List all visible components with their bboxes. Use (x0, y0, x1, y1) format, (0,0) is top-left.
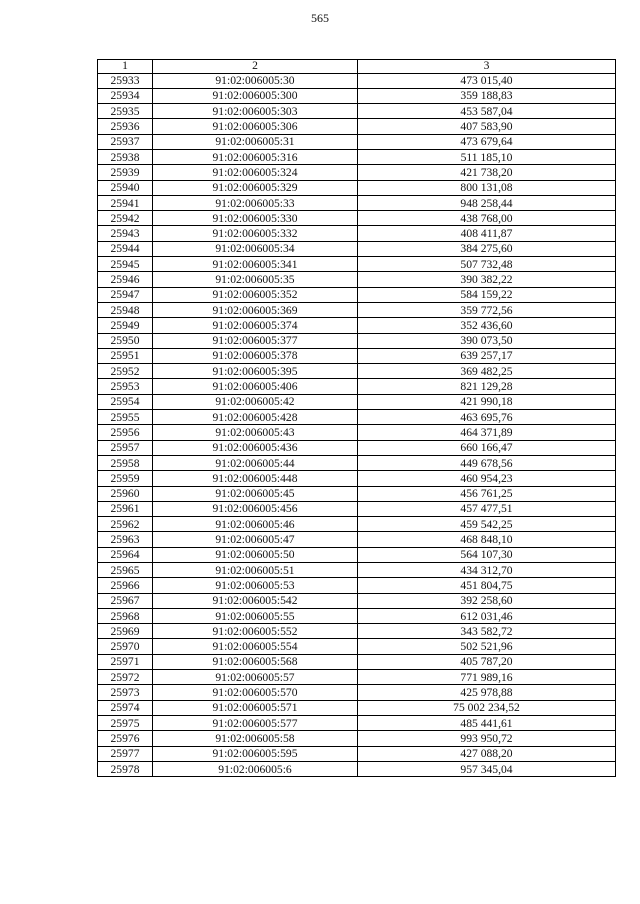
cadastral-number-cell: 91:02:006005:377 (153, 333, 358, 348)
cadastral-number-cell: 91:02:006005:330 (153, 211, 358, 226)
table-row (98, 394, 616, 409)
cadastral-number-cell: 91:02:006005:571 (153, 700, 358, 715)
value-cell: 456 761,25 (358, 486, 616, 501)
row-number-cell: 25944 (98, 241, 153, 256)
table-row (98, 211, 616, 226)
cadastral-number-cell: 91:02:006005:378 (153, 348, 358, 363)
cadastral-number-cell: 91:02:006005:34 (153, 241, 358, 256)
table-row (98, 455, 616, 470)
row-number-cell: 25937 (98, 134, 153, 149)
value-cell: 390 382,22 (358, 272, 616, 287)
value-cell: 451 804,75 (358, 578, 616, 593)
value-cell: 434 312,70 (358, 563, 616, 578)
row-number-cell: 25977 (98, 746, 153, 761)
row-number-cell: 25963 (98, 532, 153, 547)
table-row (98, 119, 616, 134)
row-number-cell: 25952 (98, 364, 153, 379)
cadastral-number-cell: 91:02:006005:570 (153, 685, 358, 700)
column-header-2: 2 (153, 60, 358, 74)
row-number-cell: 25954 (98, 394, 153, 409)
cadastral-number-cell: 91:02:006005:554 (153, 639, 358, 654)
cadastral-number-cell: 91:02:006005:30 (153, 73, 358, 88)
row-number-cell: 25945 (98, 257, 153, 272)
page-number: 565 (311, 11, 329, 25)
value-cell: 453 587,04 (358, 104, 616, 119)
cadastral-number-cell: 91:02:006005:47 (153, 532, 358, 547)
cadastral-number-cell: 91:02:006005:428 (153, 410, 358, 425)
value-cell: 352 436,60 (358, 318, 616, 333)
value-cell: 485 441,61 (358, 715, 616, 730)
cadastral-number-cell: 91:02:006005:45 (153, 486, 358, 501)
cadastral-number-cell: 91:02:006005:332 (153, 226, 358, 241)
cadastral-number-cell: 91:02:006005:552 (153, 624, 358, 639)
row-number-cell: 25949 (98, 318, 153, 333)
row-number-cell: 25941 (98, 195, 153, 210)
row-number-cell: 25961 (98, 501, 153, 516)
value-cell: 564 107,30 (358, 547, 616, 562)
table-row (98, 532, 616, 547)
cadastral-number-cell: 91:02:006005:300 (153, 88, 358, 103)
cadastral-number-cell: 91:02:006005:568 (153, 654, 358, 669)
table-header (98, 60, 616, 74)
value-cell: 993 950,72 (358, 731, 616, 746)
cadastral-number-cell: 91:02:006005:329 (153, 180, 358, 195)
table-row (98, 302, 616, 317)
row-number-cell: 25970 (98, 639, 153, 654)
table-row (98, 257, 616, 272)
value-cell: 405 787,20 (358, 654, 616, 669)
cadastral-number-cell: 91:02:006005:55 (153, 608, 358, 623)
row-number-cell: 25951 (98, 348, 153, 363)
cadastral-number-cell: 91:02:006005:31 (153, 134, 358, 149)
table-row (98, 608, 616, 623)
row-number-cell: 25933 (98, 73, 153, 88)
data-table (97, 59, 616, 777)
column-header-1: 1 (98, 60, 153, 74)
cadastral-number-cell: 91:02:006005:43 (153, 425, 358, 440)
table-row (98, 241, 616, 256)
row-number-cell: 25976 (98, 731, 153, 746)
value-cell: 359 772,56 (358, 302, 616, 317)
row-number-cell: 25934 (98, 88, 153, 103)
value-cell: 948 258,44 (358, 195, 616, 210)
cadastral-number-cell: 91:02:006005:44 (153, 455, 358, 470)
cadastral-number-cell: 91:02:006005:374 (153, 318, 358, 333)
value-cell: 507 732,48 (358, 257, 616, 272)
cadastral-number-cell: 91:02:006005:369 (153, 302, 358, 317)
value-cell: 463 695,76 (358, 410, 616, 425)
cadastral-number-cell: 91:02:006005:303 (153, 104, 358, 119)
table-row (98, 180, 616, 195)
value-cell: 427 088,20 (358, 746, 616, 761)
table-row (98, 761, 616, 776)
table-row (98, 624, 616, 639)
value-cell: 392 258,60 (358, 593, 616, 608)
value-cell: 449 678,56 (358, 455, 616, 470)
table-row (98, 715, 616, 730)
value-cell: 639 257,17 (358, 348, 616, 363)
row-number-cell: 25960 (98, 486, 153, 501)
row-number-cell: 25953 (98, 379, 153, 394)
row-number-cell: 25938 (98, 149, 153, 164)
table-row (98, 195, 616, 210)
value-cell: 425 978,88 (358, 685, 616, 700)
value-cell: 468 848,10 (358, 532, 616, 547)
cadastral-number-cell: 91:02:006005:352 (153, 287, 358, 302)
row-number-cell: 25965 (98, 563, 153, 578)
row-number-cell: 25950 (98, 333, 153, 348)
table-row (98, 272, 616, 287)
row-number-cell: 25955 (98, 410, 153, 425)
value-cell: 511 185,10 (358, 149, 616, 164)
row-number-cell: 25973 (98, 685, 153, 700)
table-body (98, 73, 616, 777)
cadastral-number-cell: 91:02:006005:595 (153, 746, 358, 761)
row-number-cell: 25936 (98, 119, 153, 134)
cadastral-number-cell: 91:02:006005:57 (153, 670, 358, 685)
cadastral-number-cell: 91:02:006005:6 (153, 761, 358, 776)
value-cell: 384 275,60 (358, 241, 616, 256)
row-number-cell: 25969 (98, 624, 153, 639)
table-row (98, 593, 616, 608)
table-row (98, 440, 616, 455)
table-row (98, 165, 616, 180)
table-row (98, 501, 616, 516)
table-row (98, 517, 616, 532)
value-cell: 660 166,47 (358, 440, 616, 455)
table-row (98, 547, 616, 562)
table-row (98, 670, 616, 685)
value-cell: 460 954,23 (358, 471, 616, 486)
row-number-cell: 25975 (98, 715, 153, 730)
table-row (98, 425, 616, 440)
table-row (98, 88, 616, 103)
table-row (98, 563, 616, 578)
cadastral-number-cell: 91:02:006005:33 (153, 195, 358, 210)
table-row (98, 410, 616, 425)
table-row (98, 654, 616, 669)
value-cell: 390 073,50 (358, 333, 616, 348)
value-cell: 421 738,20 (358, 165, 616, 180)
column-header-3: 3 (358, 60, 616, 74)
table-row (98, 226, 616, 241)
row-number-cell: 25948 (98, 302, 153, 317)
cadastral-number-cell: 91:02:006005:341 (153, 257, 358, 272)
row-number-cell: 25939 (98, 165, 153, 180)
cadastral-number-cell: 91:02:006005:51 (153, 563, 358, 578)
table-row (98, 287, 616, 302)
value-cell: 359 188,83 (358, 88, 616, 103)
value-cell: 502 521,96 (358, 639, 616, 654)
row-number-cell: 25978 (98, 761, 153, 776)
row-number-cell: 25943 (98, 226, 153, 241)
table-row (98, 134, 616, 149)
cadastral-number-cell: 91:02:006005:448 (153, 471, 358, 486)
table-row (98, 333, 616, 348)
cadastral-number-cell: 91:02:006005:324 (153, 165, 358, 180)
row-number-cell: 25942 (98, 211, 153, 226)
cadastral-number-cell: 91:02:006005:306 (153, 119, 358, 134)
cadastral-number-cell: 91:02:006005:58 (153, 731, 358, 746)
row-number-cell: 25967 (98, 593, 153, 608)
value-cell: 75 002 234,52 (358, 700, 616, 715)
value-cell: 473 015,40 (358, 73, 616, 88)
value-cell: 438 768,00 (358, 211, 616, 226)
table-row (98, 364, 616, 379)
value-cell: 612 031,46 (358, 608, 616, 623)
row-number-cell: 25962 (98, 517, 153, 532)
value-cell: 464 371,89 (358, 425, 616, 440)
row-number-cell: 25957 (98, 440, 153, 455)
table-row (98, 149, 616, 164)
table-row (98, 746, 616, 761)
value-cell: 957 345,04 (358, 761, 616, 776)
table-row (98, 700, 616, 715)
cadastral-number-cell: 91:02:006005:395 (153, 364, 358, 379)
row-number-cell: 25947 (98, 287, 153, 302)
cadastral-number-cell: 91:02:006005:406 (153, 379, 358, 394)
table-row (98, 578, 616, 593)
value-cell: 473 679,64 (358, 134, 616, 149)
table-row (98, 685, 616, 700)
row-number-cell: 25935 (98, 104, 153, 119)
value-cell: 369 482,25 (358, 364, 616, 379)
value-cell: 343 582,72 (358, 624, 616, 639)
table-row (98, 104, 616, 119)
row-number-cell: 25959 (98, 471, 153, 486)
table-row (98, 731, 616, 746)
table-row (98, 318, 616, 333)
value-cell: 584 159,22 (358, 287, 616, 302)
row-number-cell: 25940 (98, 180, 153, 195)
cadastral-number-cell: 91:02:006005:46 (153, 517, 358, 532)
table-row (98, 73, 616, 88)
table-header-row (98, 60, 616, 74)
row-number-cell: 25974 (98, 700, 153, 715)
row-number-cell: 25964 (98, 547, 153, 562)
cadastral-number-cell: 91:02:006005:456 (153, 501, 358, 516)
row-number-cell: 25966 (98, 578, 153, 593)
value-cell: 459 542,25 (358, 517, 616, 532)
row-number-cell: 25972 (98, 670, 153, 685)
value-cell: 821 129,28 (358, 379, 616, 394)
cadastral-number-cell: 91:02:006005:316 (153, 149, 358, 164)
cadastral-number-cell: 91:02:006005:35 (153, 272, 358, 287)
table-row (98, 471, 616, 486)
value-cell: 457 477,51 (358, 501, 616, 516)
value-cell: 771 989,16 (358, 670, 616, 685)
cadastral-number-cell: 91:02:006005:436 (153, 440, 358, 455)
row-number-cell: 25968 (98, 608, 153, 623)
row-number-cell: 25958 (98, 455, 153, 470)
cadastral-number-cell: 91:02:006005:577 (153, 715, 358, 730)
row-number-cell: 25956 (98, 425, 153, 440)
table-row (98, 348, 616, 363)
cadastral-number-cell: 91:02:006005:542 (153, 593, 358, 608)
cadastral-number-cell: 91:02:006005:50 (153, 547, 358, 562)
row-number-cell: 25971 (98, 654, 153, 669)
row-number-cell: 25946 (98, 272, 153, 287)
value-cell: 408 411,87 (358, 226, 616, 241)
value-cell: 407 583,90 (358, 119, 616, 134)
cadastral-number-cell: 91:02:006005:42 (153, 394, 358, 409)
cadastral-number-cell: 91:02:006005:53 (153, 578, 358, 593)
table-row (98, 639, 616, 654)
value-cell: 800 131,08 (358, 180, 616, 195)
table-row (98, 379, 616, 394)
table-row (98, 486, 616, 501)
value-cell: 421 990,18 (358, 394, 616, 409)
